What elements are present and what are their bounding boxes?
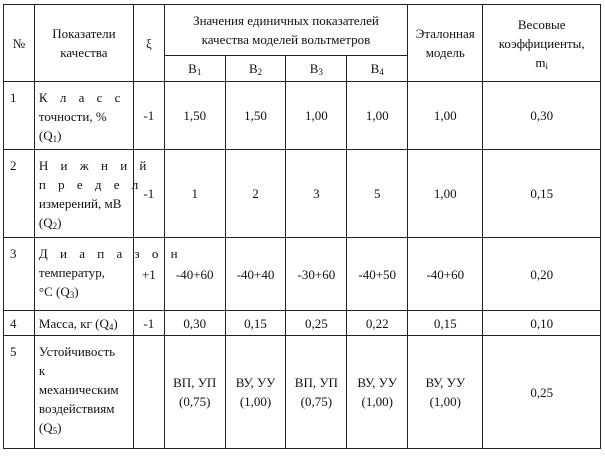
row-reference: 0,15 [408,311,483,336]
header-model-b2: $В_2$ [225,56,286,82]
row-value-b1: 1 [164,150,225,238]
row-value-b2: 2 [225,150,286,238]
header-model-b4: $В_4$ [347,56,408,82]
row-value-b2: ВУ, УУ (1,00) [225,336,286,449]
row-number: 4 [4,311,35,336]
row-number: 3 [4,238,35,311]
row-value-b3: ВП, УП (0,75) [286,336,347,449]
row-reference: ВУ, УУ (1,00) [408,336,483,449]
header-values-title: Значения единичных показателей качества моделей вольтметров [164,5,407,56]
row-xi: +1 [133,238,164,311]
row-value-b3: 1,00 [286,82,347,150]
header-xi: ξ [133,5,164,82]
row-xi: -1 [133,150,164,238]
row-reference: 1,00 [408,150,483,238]
header-indicators: Показатели качества [34,5,133,82]
row-value-b2: -40+40 [225,238,286,311]
row-value-b4: 0,22 [347,311,408,336]
header-model-b1: $В_1$ [164,56,225,82]
row-value-b4: -40+50 [347,238,408,311]
row-value-b4: ВУ, УУ (1,00) [347,336,408,449]
row-indicator-name: Масса, кг $(Q_4)$ [34,311,133,336]
row-number: 2 [4,150,35,238]
row-value-b1: 1,50 [164,82,225,150]
row-value-b4: 1,00 [347,82,408,150]
row-value-b1: ВП, УП (0,75) [164,336,225,449]
row-value-b2: 0,15 [225,311,286,336]
quality-indicators-table [3,4,601,449]
header-weights: Весовые коэффициенты, $m_i$ [483,5,601,82]
row-weight: 0,20 [483,238,601,311]
row-xi: -1 [133,311,164,336]
row-weight: 0,30 [483,82,601,150]
row-weight: 0,15 [483,150,601,238]
table-row [4,150,601,238]
table-row [4,336,601,449]
table-row [4,82,601,150]
row-indicator-name: Устойчивость к механическим воздействиям $(Q_5)$ [34,336,133,449]
row-indicator-name: Н и ж н и й п р е д е л измерений, мВ $(Q_2)$ [34,150,133,238]
row-indicator-name: Д и а п а з о н температур, °С $(Q_3)$ [34,238,133,311]
table-row [4,311,601,336]
row-indicator-name: К л а с с точности, % $(Q_1)$ [34,82,133,150]
header-no: № [4,5,35,82]
row-value-b1: -40+60 [164,238,225,311]
row-value-b4: 5 [347,150,408,238]
row-number: 5 [4,336,35,449]
row-reference: 1,00 [408,82,483,150]
row-value-b3: -30+60 [286,238,347,311]
row-xi [133,336,164,449]
header-row-1 [4,5,601,56]
row-reference: -40+60 [408,238,483,311]
row-weight: 0,25 [483,336,601,449]
row-number: 1 [4,82,35,150]
row-value-b1: 0,30 [164,311,225,336]
header-model-b3: $В_3$ [286,56,347,82]
header-reference: Эталонная модель [408,5,483,82]
row-xi: -1 [133,82,164,150]
row-weight: 0,10 [483,311,601,336]
row-value-b2: 1,50 [225,82,286,150]
table-row [4,238,601,311]
row-value-b3: 3 [286,150,347,238]
row-value-b3: 0,25 [286,311,347,336]
